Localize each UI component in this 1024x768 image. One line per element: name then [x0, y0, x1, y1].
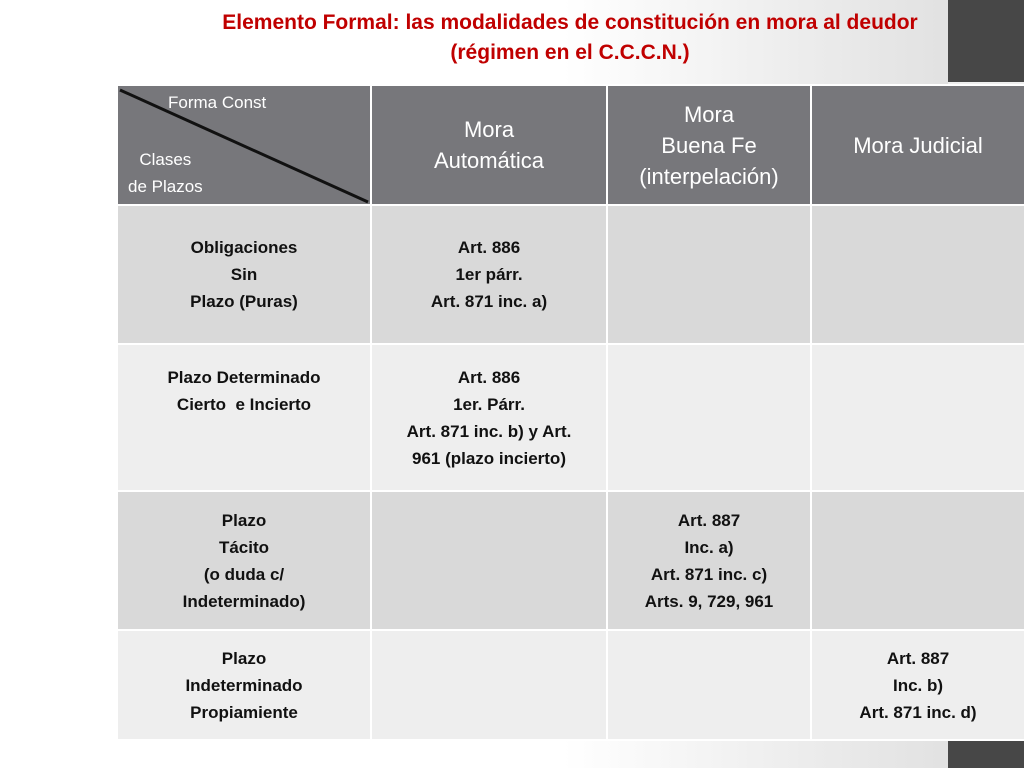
col-header-mora-buena-fe: [607, 85, 811, 205]
label-line: Indeterminado: [185, 675, 303, 695]
cell-automatica: [371, 630, 607, 740]
row-label-plazo-indeterminado: [117, 630, 371, 740]
label-line: Cierto e Incierto: [176, 394, 312, 414]
title-line-2: (régimen en el C.C.C.N.): [450, 41, 690, 64]
title-line-1: Elemento Formal: las modalidades de constitución en mora al deudor: [222, 11, 918, 34]
cell-automatica: [371, 491, 607, 630]
label-line: Plazo: [221, 510, 267, 530]
label-line: (o duda c/: [203, 564, 285, 584]
cell-buena-fe: [607, 205, 811, 344]
cell-line: Art. 871 inc. d): [859, 702, 977, 722]
cell-line: Art. 886: [457, 238, 521, 257]
cell-line: Art. 871 inc. a): [430, 292, 548, 311]
label-line: Obligaciones: [190, 238, 298, 257]
label-line: Plazo: [221, 648, 267, 668]
corner-line: Clases: [139, 150, 192, 169]
header-line: Mora: [463, 117, 515, 142]
label-line: Sin: [230, 265, 258, 284]
cell-automatica: [371, 344, 607, 491]
header-line: Automática: [433, 148, 545, 173]
row-label-plazo-tacito: [117, 491, 371, 630]
cell-buena-fe: [607, 344, 811, 491]
label-line: Tácito: [218, 537, 270, 557]
cell-judicial: [811, 205, 1024, 344]
cell-line: Arts. 9, 729, 961: [644, 591, 774, 611]
row-label-plazo-determinado: [117, 344, 371, 491]
cell-judicial: [811, 630, 1024, 740]
table-row: [117, 344, 1024, 491]
corner-label-clases: [128, 146, 203, 200]
header-line: Mora: [683, 101, 735, 127]
label-line: Indeterminado): [182, 591, 306, 611]
col-header-mora-judicial: [811, 85, 1024, 205]
cell-line: Art. 887: [886, 648, 950, 668]
mora-table: [116, 84, 1024, 741]
label-line: Plazo (Puras): [190, 292, 298, 311]
label-line: Propiamiente: [190, 702, 298, 722]
cell-line: Inc. a): [684, 537, 734, 557]
corner-line: de Plazos: [128, 177, 203, 196]
cell-line: 1er. Párr.: [453, 394, 525, 414]
cell-buena-fe: [607, 491, 811, 630]
cell-line: 1er párr.: [455, 265, 523, 284]
table-row: [117, 630, 1024, 740]
cell-line: Art. 886: [457, 367, 521, 387]
cell-judicial: [811, 344, 1024, 491]
slide-title: [170, 8, 970, 68]
cell-line: Art. 871 inc. c): [650, 564, 768, 584]
header-line: Buena Fe: [661, 132, 757, 158]
header-line: (interpelación): [639, 163, 779, 189]
cell-judicial: [811, 491, 1024, 630]
cell-line: 961 (plazo incierto): [412, 448, 566, 468]
header-line: Mora Judicial: [853, 132, 983, 158]
label-line: Plazo Determinado: [167, 367, 321, 387]
table-row: [117, 491, 1024, 630]
cell-automatica: [371, 205, 607, 344]
cell-line: Art. 871 inc. b) y Art.: [406, 421, 572, 441]
corner-header-cell: [117, 85, 371, 205]
cell-line: Art. 887: [677, 510, 741, 530]
cell-buena-fe: [607, 630, 811, 740]
col-header-mora-automatica: [371, 85, 607, 205]
table-header-row: [117, 85, 1024, 205]
row-label-sin-plazo: [117, 205, 371, 344]
corner-label-forma: Forma Const: [168, 93, 267, 112]
cell-line: Inc. b): [892, 675, 944, 695]
table-row: [117, 205, 1024, 344]
